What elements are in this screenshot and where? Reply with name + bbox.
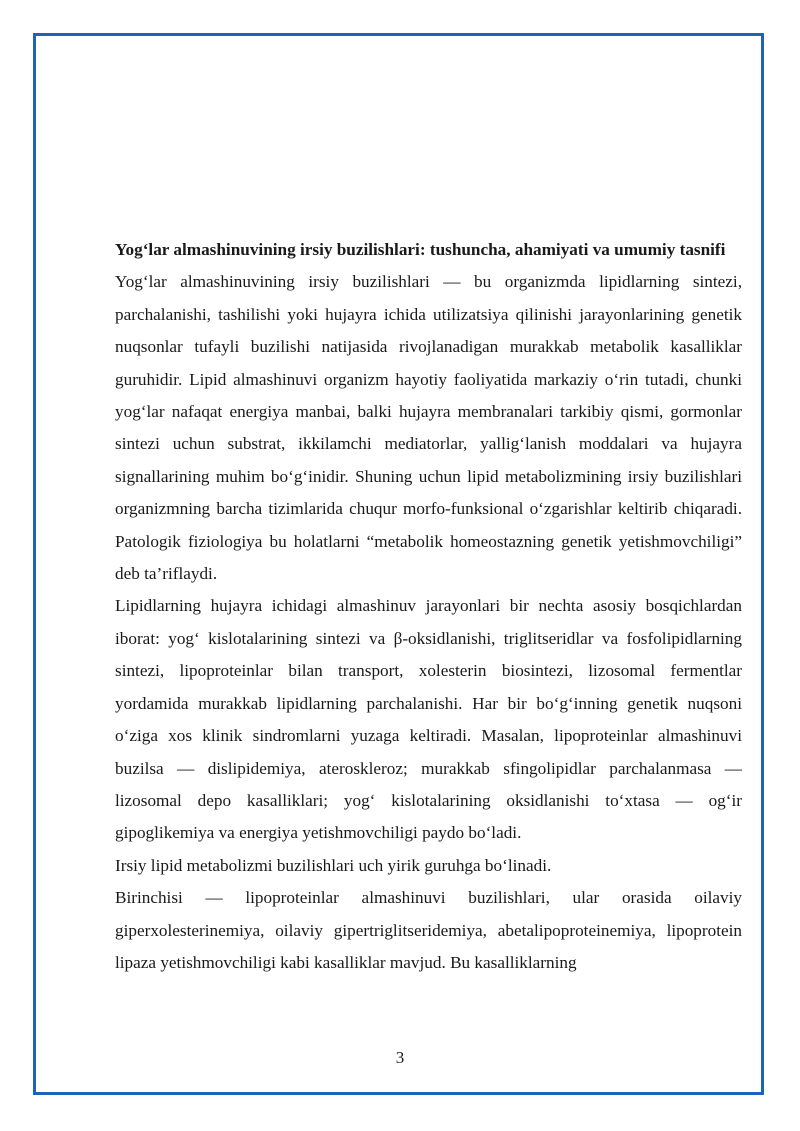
- paragraph-definition: Yog‘lar almashinuvining irsiy buzilishlari — bu organizmda lipidlarning sintezi, parchalanishi, tashilishi yoki hujayra ichida utilizatsiya qilinishi jarayonlarining genetik nuqsonlar tufayli buzilishi natijasida rivojlanadigan murakkab metabolik kasalliklar guruhidir. Lipid almashinuvi organizm hayotiy faoliyatida markaziy o‘rin tutadi, chunki yog‘lar nafaqat energiya manbai, balki hujayra membranalari tarkibiy qismi, gormonlar sintezi uchun substrat, ikkilamchi mediatorlar, yallig‘lanish moddalari va hujayra signallarining muhim bo‘g‘inidir. Shuning uchun lipid metabolizmining irsiy buzilishlari organizmning barcha tizimlarida chuqur morfo-funksional o‘zgarishlar keltirib chiqaradi. Patologik fiziologiya bu holatlarni “metabolik homeostazning genetik yetishmovchiligi” deb ta’riflaydi.: [115, 272, 742, 584]
- page-number: 3: [395, 1048, 405, 1067]
- paragraph-first-group: Birinchisi — lipoproteinlar almashinuvi buzilishlari, ular orasida oilaviy giperxolesterinemiya, oilaviy gipertriglitseridemiya, abetalipoproteinemiya, lipoprotein lipaza yetishmovchiligi kabi kasalliklar mavjud. Bu kasalliklarning: [115, 888, 742, 972]
- paragraph-stages: Lipidlarning hujayra ichidagi almashinuv jarayonlari bir nechta asosiy bosqichlardan iborat: yog‘ kislotalarining sintezi va β-oksidlanishi, triglitseridlar va fosfolipidlarning sintezi, lipoproteinlar bilan transport, xolesterin biosintezi, lizosomal fermentlar yordamida murakkab lipidlarning parchalanishi. Har bir bo‘g‘inning genetik nuqsoni o‘ziga xos klinik sindromlarni yuzaga keltiradi. Masalan, lipoproteinlar almashinuvi buzilsa — dislipidemiya, ateroskleroz; murakkab sfingolipidlar parchalanmasa — lizosomal depo kasalliklari; yog‘ kislotalarining oksidlanishi to‘xtasa — og‘ir gipoglikemiya va energiya yetishmovchiligi paydo bo‘ladi.: [115, 596, 742, 843]
- paragraph-groups: Irsiy lipid metabolizmi buzilishlari uch yirik guruhga bo‘linadi.: [115, 855, 552, 875]
- section-heading: Yog‘lar almashinuvining irsiy buzilishlari: tushuncha, ahamiyati va umumiy tasnifi: [115, 240, 726, 259]
- document-body: [115, 234, 742, 979]
